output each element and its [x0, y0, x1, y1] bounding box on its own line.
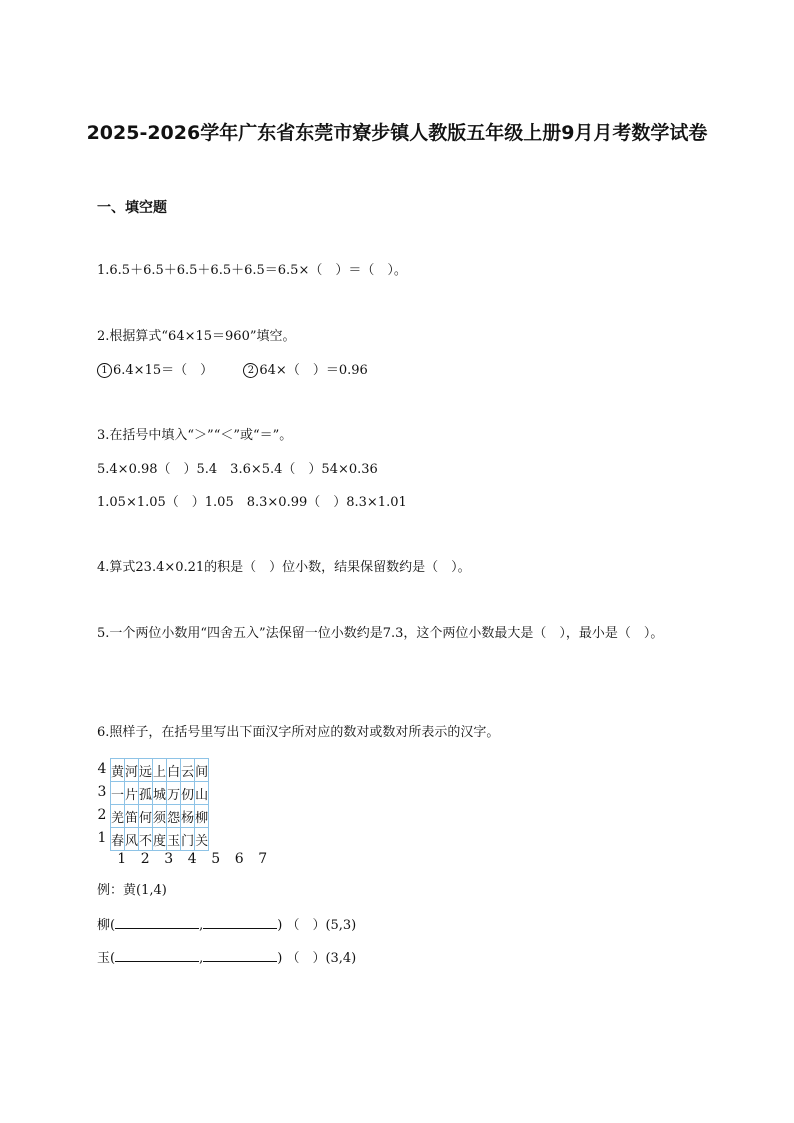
column-label: 7	[258, 851, 268, 867]
grid-column-labels	[110, 851, 275, 867]
column-label: 5	[211, 851, 221, 867]
grid-cell: 柳	[195, 805, 209, 828]
question-2-parts	[97, 361, 368, 381]
question-1: 1.6.5＋6.5＋6.5＋6.5＋6.5＝6.5×（ ）＝（ ）。	[97, 263, 407, 278]
answer-1-blank-x[interactable]	[115, 914, 199, 929]
question-6-answer-1	[97, 914, 356, 936]
answer-2-blank-x[interactable]	[115, 947, 199, 962]
grid-cell: 笛	[125, 805, 139, 828]
grid-cell: 何	[139, 805, 153, 828]
question-2-part-b: 64×（ ）＝0.96	[259, 363, 368, 378]
answer-1-end: )	[277, 918, 283, 933]
grid-cell: 春	[111, 828, 125, 851]
page-title: 2025-2026学年广东省东莞市寮步镇人教版五年级上册9月月考数学试卷	[86, 122, 708, 144]
column-label: 2	[140, 851, 150, 867]
grid-cell: 黄	[111, 759, 125, 782]
grid-cell: 玉	[167, 828, 181, 851]
question-6-example: 例：黄(1,4)	[97, 883, 167, 898]
grid-cell: 远	[139, 759, 153, 782]
grid-cell: 城	[153, 782, 167, 805]
grid-cell: 风	[125, 828, 139, 851]
grid-cell: 山	[195, 782, 209, 805]
grid-cell: 度	[153, 828, 167, 851]
question-2-part-a: 6.4×15＝（ ）	[113, 363, 214, 378]
row-label: 3	[97, 784, 107, 800]
row-label: 2	[97, 807, 107, 823]
answer-1-blank-y[interactable]	[203, 914, 277, 929]
question-4: 4.算式23.4×0.21的积是（ ）位小数，结果保留数约是（ ）。	[97, 560, 471, 575]
column-label: 1	[117, 851, 127, 867]
question-6-stem: 6.照样子，在括号里写出下面汉字所对应的数对或数对所表示的汉字。	[97, 725, 500, 740]
grid-cell: 云	[181, 759, 195, 782]
answer-2-end: )	[277, 951, 283, 966]
grid-cell: 门	[181, 828, 195, 851]
answer-2-sep: ,	[199, 951, 204, 966]
grid-cell: 孤	[139, 782, 153, 805]
row-label: 4	[97, 761, 107, 777]
question-2-stem: 2.根据算式“64×15＝960”填空。	[97, 329, 296, 344]
column-label: 4	[187, 851, 197, 867]
question-3-line-1: 5.4×0.98（ ）5.4 3.6×5.4（ ）54×0.36	[97, 462, 378, 477]
grid-cell: 片	[125, 782, 139, 805]
grid-cell: 须	[153, 805, 167, 828]
section-heading-fill-blank: 一、填空题	[97, 200, 167, 216]
grid-cell: 间	[195, 759, 209, 782]
grid-cell: 一	[111, 782, 125, 805]
question-6-answer-2	[97, 947, 356, 969]
grid-row	[111, 782, 209, 805]
answer-2-blank-y[interactable]	[203, 947, 277, 962]
column-label: 6	[234, 851, 244, 867]
circled-number-1: 1	[97, 363, 112, 378]
grid-cell: 羌	[111, 805, 125, 828]
circled-number-2: 2	[243, 363, 258, 378]
grid-cell: 仞	[181, 782, 195, 805]
grid-cell: 不	[139, 828, 153, 851]
grid-cell: 杨	[181, 805, 195, 828]
grid-cell: 万	[167, 782, 181, 805]
grid-row-labels	[96, 758, 108, 850]
row-label: 1	[97, 830, 107, 846]
answer-2-char: 玉(	[97, 951, 116, 966]
answer-2-tail: （ ）(3,4)	[286, 951, 357, 966]
grid-table	[110, 758, 209, 851]
answer-1-tail: （ ）(5,3)	[286, 918, 357, 933]
grid-row	[111, 805, 209, 828]
grid-cell: 怨	[167, 805, 181, 828]
grid-row	[111, 759, 209, 782]
column-label: 3	[164, 851, 174, 867]
grid-cell: 白	[167, 759, 181, 782]
grid-cell: 关	[195, 828, 209, 851]
question-3-stem: 3.在括号中填入“＞”“＜”或“＝”。	[97, 428, 293, 443]
grid-row	[111, 828, 209, 851]
answer-1-sep: ,	[199, 918, 204, 933]
answer-1-char: 柳(	[97, 918, 116, 933]
grid-cell: 河	[125, 759, 139, 782]
question-5: 5.一个两位小数用“四舍五入”法保留一位小数约是7.3，这个两位小数最大是（ ），最小是（ ）。	[97, 626, 664, 641]
grid-cell: 上	[153, 759, 167, 782]
question-3-line-2: 1.05×1.05（ ）1.05 8.3×0.99（ ）8.3×1.01	[97, 495, 407, 510]
